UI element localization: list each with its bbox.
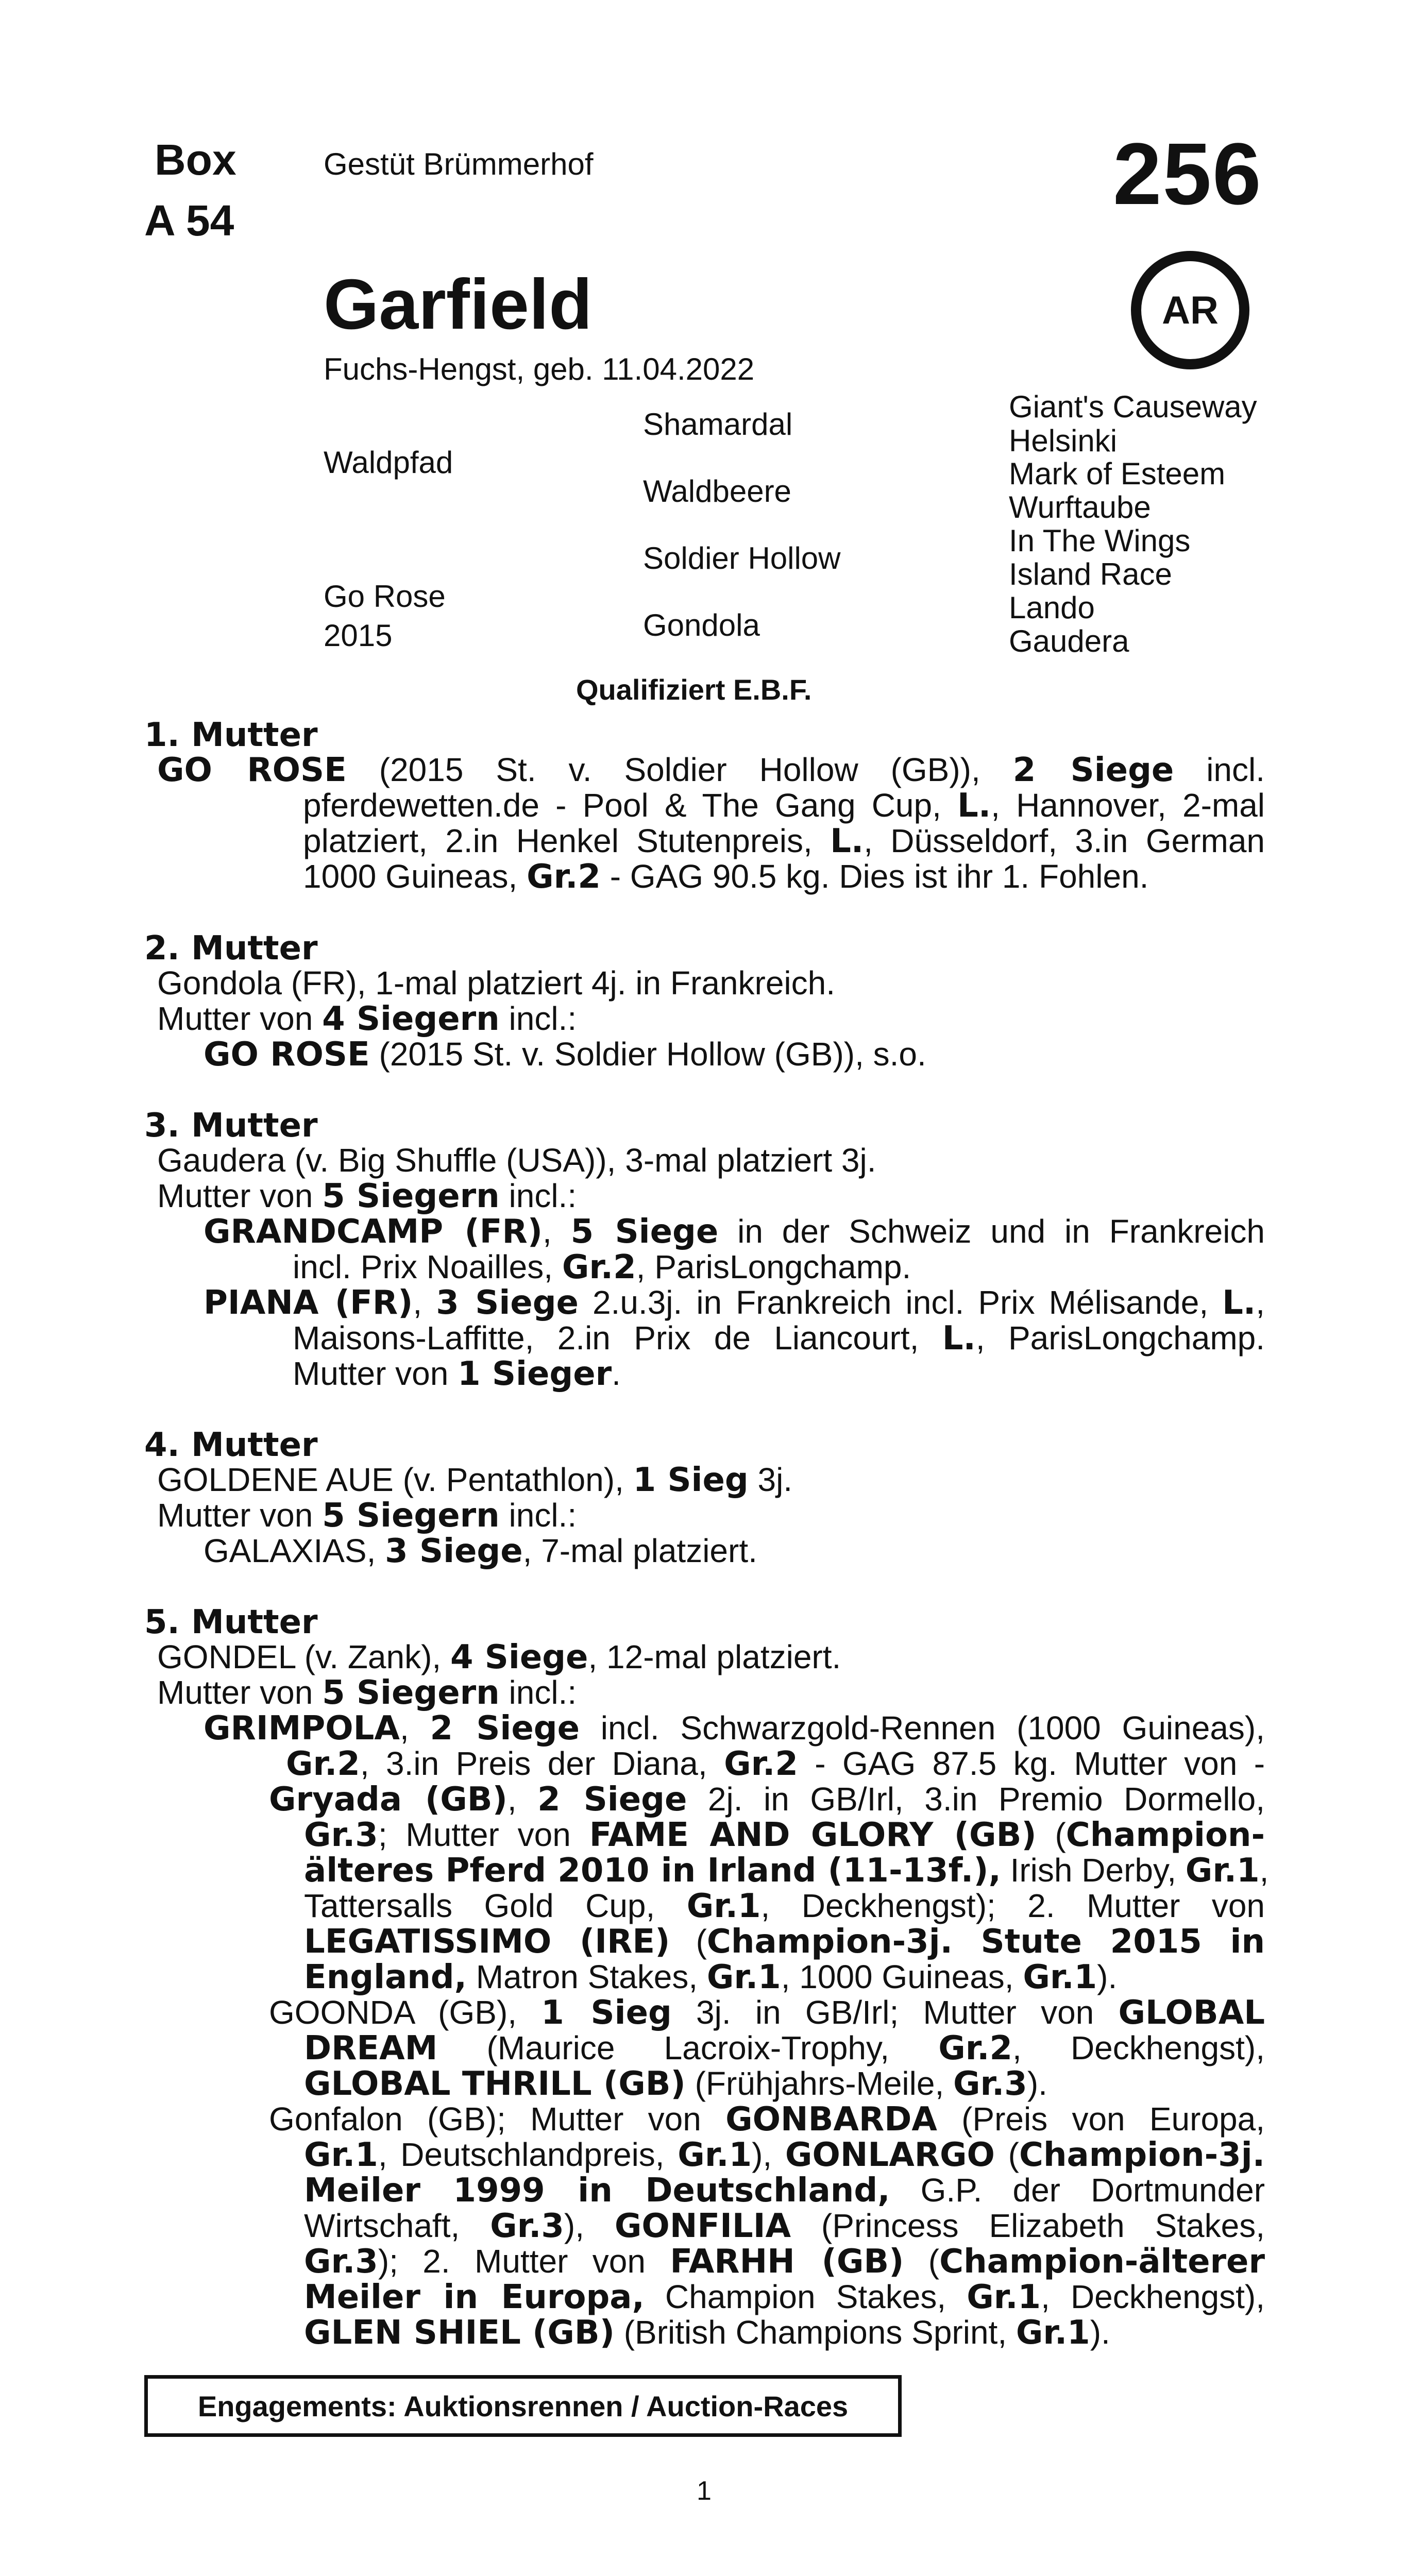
text-run: G.P. der Dortmunder	[890, 2172, 1265, 2209]
text-line	[304, 1852, 1269, 1890]
text-line	[293, 1249, 911, 1285]
bold-text-run: GRANDCAMP (FR)	[204, 1213, 543, 1251]
bold-text-run: 4 Siege	[450, 1638, 588, 1676]
section-heading-5: 5. Mutter	[144, 1603, 318, 1641]
text-run: ,	[1259, 1852, 1269, 1889]
bold-text-run: GONBARDA	[725, 2100, 937, 2139]
bold-text-run: Gr.3	[304, 2243, 378, 2281]
text-run: Irish Derby,	[1001, 1852, 1186, 1889]
text-line	[304, 1888, 1265, 1924]
bold-text-run: Gr.2	[724, 1745, 798, 1783]
bold-text-run: L.	[942, 1319, 976, 1358]
text-line	[304, 2030, 1265, 2066]
bold-text-run: Gr.1	[686, 1887, 761, 1925]
text-line	[293, 1320, 1265, 1357]
text-line	[157, 1143, 876, 1178]
text-run: 3j.	[748, 1461, 793, 1498]
bold-text-run: GLOBAL THRILL (GB)	[304, 2065, 686, 2103]
text-run: , ParisLongchamp.	[636, 1248, 911, 1285]
text-run: ; Mutter von	[378, 1816, 589, 1853]
text-run: incl.:	[499, 1674, 577, 1711]
bold-text-run: Gr.1	[706, 1958, 781, 1996]
text-run: (	[994, 2136, 1019, 2173]
pedigree-grandparent: Soldier Hollow	[643, 541, 841, 575]
bold-text-run: Meiler 1999 in Deutschland,	[304, 2172, 890, 2210]
text-line	[204, 1533, 757, 1569]
text-run: Mutter von	[157, 1000, 323, 1037]
bold-text-run: FAME AND GLORY (GB)	[589, 1816, 1037, 1854]
pedigree-great-grandparent: Helsinki	[1009, 423, 1118, 458]
text-run: (2015 St. v. Soldier Hollow (GB)),	[346, 751, 1013, 788]
bold-text-run: Gr.3	[490, 2207, 564, 2245]
text-line	[157, 1001, 577, 1037]
bold-text-run: FARHH (GB)	[670, 2243, 904, 2281]
text-run: Gondola (FR), 1-mal platziert 4j. in Frankreich.	[157, 964, 835, 1002]
engagements-label: Engagements: Auktionsrennen / Auction-Races	[197, 2389, 849, 2422]
engagements-box	[144, 2375, 902, 2437]
text-run: .	[612, 1355, 621, 1392]
horse-name: Garfield	[324, 265, 593, 344]
bold-text-run: 1 Sieger	[458, 1355, 612, 1393]
bold-text-run: England,	[304, 1958, 467, 1996]
text-run: , 12-mal platziert.	[588, 1638, 841, 1675]
text-run: ).	[1097, 1958, 1118, 1995]
text-line	[304, 2066, 1047, 2102]
text-run: incl.:	[499, 1000, 577, 1037]
text-run: 3j. in GB/Irl; Mutter von	[671, 1994, 1119, 2031]
text-line	[303, 788, 1265, 824]
text-line	[286, 1746, 1265, 1782]
text-run: ,	[413, 1284, 436, 1321]
text-run: Mutter von	[157, 1497, 323, 1534]
lot-number: 256	[1113, 125, 1262, 223]
bold-text-run: GONFILIA	[614, 2207, 791, 2245]
text-run: (	[1036, 1816, 1066, 1853]
bold-text-run: GRIMPOLA	[204, 1709, 400, 1748]
section-heading-2: 2. Mutter	[144, 929, 318, 968]
text-line	[157, 752, 1265, 788]
bold-text-run: 5 Siegern	[322, 1177, 500, 1215]
bold-text-run: 1 Sieg	[633, 1461, 749, 1499]
text-line	[304, 1959, 1117, 1995]
text-line	[304, 1817, 1265, 1853]
text-line	[303, 859, 1148, 895]
bold-text-run: Gr.3	[953, 2065, 1027, 2103]
text-run: Mutter von	[157, 1674, 323, 1711]
text-run: , Deutschlandpreis,	[378, 2136, 678, 2173]
ar-badge	[1131, 251, 1249, 369]
bold-text-run: Gr.2	[286, 1745, 360, 1783]
text-line	[204, 1710, 1265, 1747]
text-line	[157, 1498, 577, 1534]
text-run: 2.u.3j. in Frankreich incl. Prix Mélisande,	[578, 1284, 1223, 1321]
bold-text-run: LEGATISSIMO (IRE)	[304, 1923, 670, 1961]
text-run: incl.:	[499, 1497, 577, 1534]
section-heading-4: 4. Mutter	[144, 1426, 318, 1464]
text-line	[304, 2173, 1265, 2209]
bold-text-run: Champion-	[1065, 1816, 1265, 1854]
text-run: (	[904, 2243, 940, 2280]
text-line	[157, 965, 835, 1001]
pedigree-great-grandparent: Wurftaube	[1009, 490, 1151, 524]
text-line	[269, 2102, 1265, 2138]
text-line	[304, 2137, 1265, 2173]
text-line	[157, 1178, 577, 1214]
text-run: , Deckhengst); 2. Mutter von	[760, 1887, 1265, 1924]
text-line	[304, 2208, 1265, 2244]
text-line	[303, 823, 1265, 859]
text-run: , Deckhengst),	[1041, 2278, 1265, 2315]
bold-text-run: Gr.2	[938, 2029, 1013, 2067]
text-run: ).	[1090, 2314, 1110, 2351]
text-run: , Hannover, 2-mal	[991, 787, 1265, 824]
bold-text-run: Gr.1	[1016, 2314, 1090, 2352]
bold-text-run: GO ROSE	[204, 1036, 370, 1074]
bold-text-run: Gr.1	[967, 2278, 1041, 2316]
bold-text-run: PIANA (FR)	[204, 1284, 413, 1322]
text-line	[157, 1675, 577, 1711]
text-run: (Preis von Europa,	[937, 2100, 1265, 2138]
text-run: (2015 St. v. Soldier Hollow (GB)), s.o.	[369, 1036, 926, 1073]
text-run: Matron Stakes,	[466, 1958, 707, 1995]
text-run: ).	[1027, 2065, 1047, 2102]
bold-text-run: 5 Siegern	[322, 1674, 500, 1712]
text-line	[304, 2279, 1265, 2315]
text-line	[204, 1285, 1265, 1321]
text-run: (Maurice Lacroix-Trophy,	[437, 2029, 939, 2066]
text-line	[304, 2315, 1110, 2351]
bold-text-run: Gr.1	[678, 2136, 752, 2174]
text-run: - GAG 90.5 kg. Dies ist ihr 1. Fohlen.	[600, 858, 1149, 895]
text-run: GOONDA (GB),	[269, 1994, 542, 2031]
text-run: incl.	[1174, 751, 1265, 788]
text-line	[204, 1037, 926, 1073]
text-run: Mutter von	[293, 1355, 458, 1392]
text-line	[204, 1214, 1265, 1250]
text-run: Maisons-Laffitte, 2.in Prix de Liancourt,	[293, 1319, 942, 1357]
text-run: platziert, 2.in Henkel Stutenpreis,	[303, 822, 831, 859]
text-run: Gaudera (v. Big Shuffle (USA)), 3-mal platziert 3j.	[157, 1142, 876, 1179]
bold-text-run: L.	[1222, 1284, 1256, 1322]
breeder-name: Gestüt Brümmerhof	[324, 147, 594, 181]
bold-text-run: 5 Siegern	[322, 1497, 500, 1535]
text-run: ,	[1256, 1284, 1265, 1321]
box-code: A 54	[144, 196, 234, 245]
bold-text-run: GO ROSE	[157, 751, 347, 789]
bold-text-run: GONLARGO	[785, 2136, 995, 2174]
text-line	[269, 1995, 1265, 2031]
bold-text-run: Gr.2	[562, 1248, 636, 1286]
text-line	[157, 1462, 792, 1498]
bold-text-run: L.	[830, 822, 864, 860]
pedigree-great-grandparent: Mark of Esteem	[1009, 456, 1226, 491]
text-run: GOLDENE AUE (v. Pentathlon),	[157, 1461, 633, 1498]
text-run: , ParisLongchamp.	[975, 1319, 1265, 1357]
text-line	[304, 1924, 1265, 1960]
bold-text-run: 2 Siege	[1012, 751, 1174, 789]
text-run: ,	[507, 1781, 538, 1818]
bold-text-run: Gryada (GB)	[269, 1781, 508, 1819]
text-line	[293, 1356, 621, 1392]
text-run: (Frühjahrs-Meile,	[685, 2065, 953, 2102]
pedigree-grandparent: Gondola	[643, 608, 760, 642]
pedigree-great-grandparent: Gaudera	[1009, 624, 1129, 658]
bold-text-run: Gr.2	[527, 858, 601, 896]
text-run: 2j. in GB/Irl, 3.in Premio Dormello,	[687, 1781, 1265, 1818]
bold-text-run: GLEN SHIEL (GB)	[304, 2314, 615, 2352]
text-line	[269, 1782, 1265, 1818]
bold-text-run: 2 Siege	[430, 1709, 580, 1748]
text-run: ),	[564, 2207, 615, 2244]
text-run: (British Champions Sprint,	[614, 2314, 1016, 2351]
text-run: GONDEL (v. Zank),	[157, 1638, 450, 1675]
text-line	[304, 2244, 1265, 2280]
text-run: , Düsseldorf, 3.in German	[864, 822, 1265, 859]
text-run: ); 2. Mutter von	[378, 2243, 670, 2280]
bold-text-run: Gr.1	[1185, 1852, 1260, 1890]
bold-text-run: Gr.1	[304, 2136, 378, 2174]
bold-text-run: 5 Siege	[570, 1213, 719, 1251]
text-run: Champion Stakes,	[644, 2278, 967, 2315]
text-run: 1000 Guineas,	[303, 858, 527, 895]
pedigree-great-grandparent: Giant's Causeway	[1009, 389, 1257, 424]
text-run: , 1000 Guineas,	[781, 1958, 1023, 1995]
text-run: incl.:	[499, 1177, 577, 1214]
bold-text-run: Gr.1	[1023, 1958, 1097, 1996]
text-run: Gonfalon (GB); Mutter von	[269, 2100, 726, 2138]
pedigree-grandparent: Waldbeere	[643, 474, 791, 509]
qualification-note: Qualifiziert E.B.F.	[576, 673, 812, 706]
text-run: - GAG 87.5 kg. Mutter von -	[798, 1745, 1265, 1782]
text-run: Tattersalls Gold Cup,	[304, 1887, 687, 1924]
pedigree-great-grandparent: Lando	[1009, 590, 1095, 625]
text-run: ,	[543, 1213, 571, 1250]
bold-text-run: Champion-3j.	[1019, 2136, 1265, 2174]
box-label: Box	[155, 135, 236, 184]
pedigree-dam: Go Rose	[324, 579, 446, 614]
text-run: GALAXIAS,	[204, 1532, 385, 1569]
bold-text-run: L.	[957, 787, 991, 825]
text-line	[157, 1639, 841, 1675]
bold-text-run: 1 Sieg	[541, 1994, 672, 2032]
pedigree-dam-year: 2015	[324, 618, 393, 653]
bold-text-run: GLOBAL	[1118, 1994, 1265, 2032]
text-run: , 3.in Preis der Diana,	[360, 1745, 724, 1782]
text-run: Wirtschaft,	[304, 2207, 490, 2244]
bold-text-run: älteres Pferd 2010 in Irland (11-13f.),	[304, 1852, 1001, 1890]
text-run: in der Schweiz und in Frankreich	[718, 1213, 1265, 1250]
bold-text-run: 2 Siege	[537, 1781, 687, 1819]
bold-text-run: 3 Siege	[436, 1284, 579, 1322]
pedigree-great-grandparent: Island Race	[1009, 557, 1172, 591]
text-run: pferdewetten.de - Pool & The Gang Cup,	[303, 787, 958, 824]
text-run: ),	[752, 2136, 785, 2173]
bold-text-run: 3 Siege	[385, 1532, 523, 1570]
text-run: Mutter von	[157, 1177, 323, 1214]
page-number: 1	[697, 2476, 712, 2506]
ar-badge-label: AR	[1162, 288, 1219, 332]
section-heading-3: 3. Mutter	[144, 1107, 318, 1145]
text-run: incl. Prix Noailles,	[293, 1248, 562, 1285]
text-run: (	[670, 1923, 707, 1960]
bold-text-run: Champion-3j. Stute 2015 in	[706, 1923, 1265, 1961]
pedigree-great-grandparent: In The Wings	[1009, 523, 1191, 558]
pedigree-sire: Waldpfad	[324, 445, 453, 480]
text-run: incl. Schwarzgold-Rennen (1000 Guineas),	[580, 1709, 1265, 1747]
pedigree-grandparent: Shamardal	[643, 407, 793, 442]
text-run: ,	[399, 1709, 430, 1747]
text-run: , 7-mal platziert.	[522, 1532, 757, 1569]
bold-text-run: 4 Siegern	[322, 1000, 500, 1038]
text-run: , Deckhengst),	[1012, 2029, 1265, 2066]
text-run: (Princess Elizabeth Stakes,	[791, 2207, 1265, 2244]
bold-text-run: Champion-älterer	[939, 2243, 1265, 2281]
bold-text-run: Gr.3	[304, 1816, 378, 1854]
bold-text-run: DREAM	[304, 2029, 438, 2067]
section-heading-1: 1. Mutter	[144, 716, 318, 754]
horse-description: Fuchs-Hengst, geb. 11.04.2022	[324, 352, 755, 386]
bold-text-run: Meiler in Europa,	[304, 2278, 645, 2316]
